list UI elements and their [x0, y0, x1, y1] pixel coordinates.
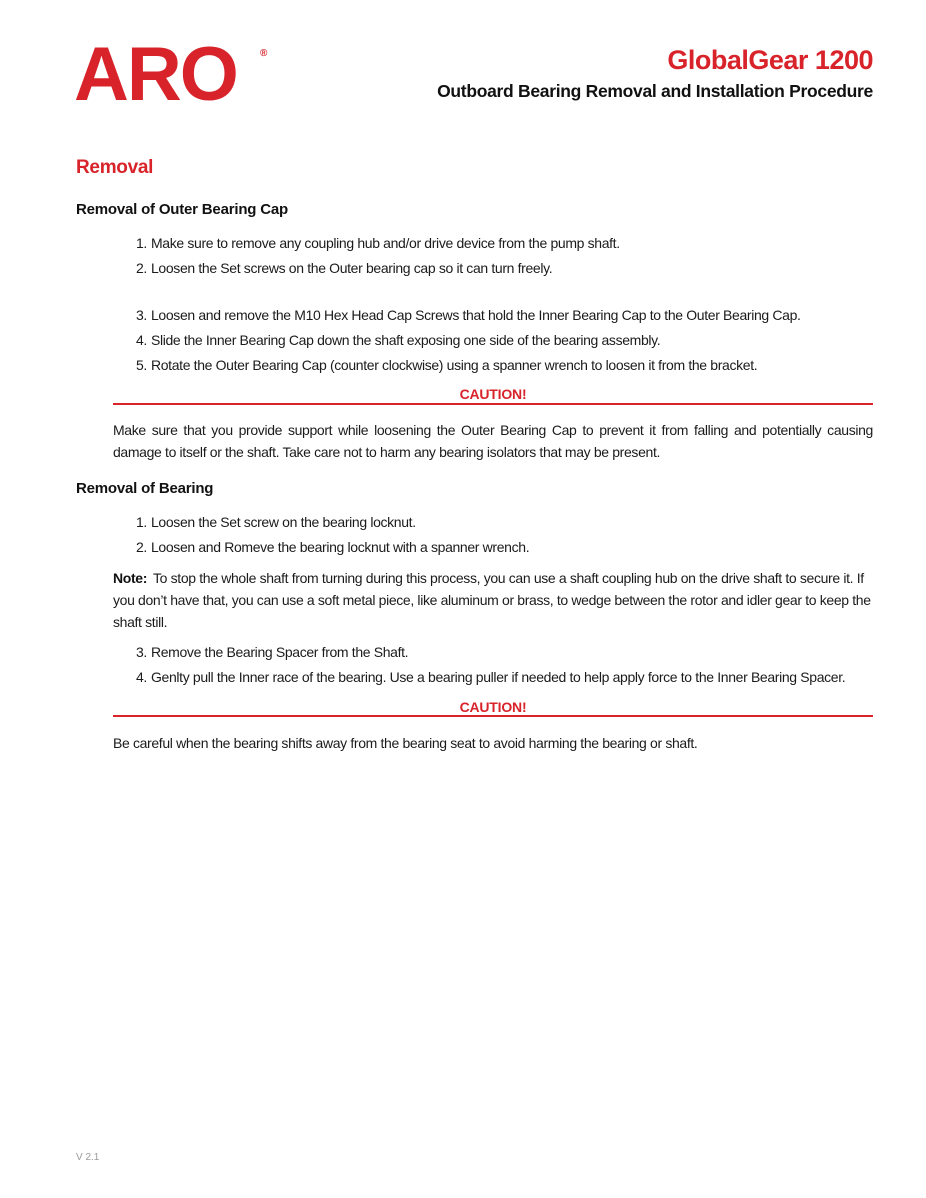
step-text: Genlty pull the Inner race of the bearing. Use a bearing puller if needed to help apply force to the Inner Bearing Spacer.	[150, 669, 846, 685]
product-title: GlobalGear 1200	[667, 45, 873, 75]
bearing-step	[136, 668, 845, 686]
step-text: Rotate the Outer Bearing Cap (counter clockwise) using a spanner wrench to loosen it from the bracket.	[150, 357, 758, 373]
caution-divider	[113, 403, 873, 405]
bearing-step	[136, 643, 408, 661]
caution-text: Make sure that you provide support while loosening the Outer Bearing Cap to prevent it from falling and potentially causing damage to itself or the shaft. Take care not to harm any bearing isolators that may be present.	[113, 422, 873, 460]
step-text: Loosen the Set screw on the bearing locknut.	[150, 514, 416, 530]
outer-cap-step	[136, 356, 757, 374]
step-number: 3.	[136, 644, 147, 660]
step-number: 3.	[136, 307, 147, 323]
document-subtitle: Outboard Bearing Removal and Installation Procedure	[437, 81, 873, 101]
step-number: 1.	[136, 514, 147, 530]
caution-text: Be careful when the bearing shifts away from the bearing seat to avoid harming the bearing or shaft.	[113, 735, 698, 751]
bearing-heading: Removal of Bearing	[76, 480, 214, 497]
registered-mark: ®	[260, 48, 268, 59]
step-number: 2.	[136, 260, 147, 276]
step-number: 2.	[136, 539, 147, 555]
aro-logo: ARO	[74, 32, 237, 117]
note-paragraph	[113, 567, 873, 633]
caution-label: CAUTION!	[459, 386, 527, 402]
step-number: 1.	[136, 235, 147, 251]
outer-cap-heading: Removal of Outer Bearing Cap	[76, 201, 288, 218]
note-label: Note:	[113, 570, 148, 586]
outer-cap-step	[136, 259, 552, 277]
step-text: Slide the Inner Bearing Cap down the shaft exposing one side of the bearing assembly.	[150, 332, 661, 348]
step-text: Make sure to remove any coupling hub and/or drive device from the pump shaft.	[150, 235, 620, 251]
caution-divider	[113, 715, 873, 717]
bearing-step	[136, 513, 416, 531]
step-number: 5.	[136, 357, 147, 373]
outer-cap-step	[136, 234, 620, 252]
step-text: Remove the Bearing Spacer from the Shaft.	[150, 644, 409, 660]
version-label: V 2.1	[76, 1152, 100, 1163]
caution-label: CAUTION!	[459, 699, 527, 715]
step-text: Loosen the Set screws on the Outer bearing cap so it can turn freely.	[150, 260, 553, 276]
note-text: To stop the whole shaft from turning during this process, you can use a shaft coupling hub on the drive shaft to secure it. If you don’t have that, you can use a soft metal piece, like aluminum or brass, to wedge between the rotor and idler gear to keep the shaft still.	[113, 570, 871, 630]
bearing-step	[136, 538, 529, 556]
step-text: Loosen and remove the M10 Hex Head Cap Screws that hold the Inner Bearing Cap to the Outer Bearing Cap.	[150, 307, 801, 323]
step-number: 4.	[136, 669, 147, 685]
outer-cap-step	[136, 306, 801, 324]
outer-cap-step	[136, 331, 660, 349]
step-number: 4.	[136, 332, 147, 348]
section-title-removal: Removal	[76, 157, 154, 178]
step-text: Loosen and Romeve the bearing locknut with a spanner wrench.	[150, 539, 530, 555]
